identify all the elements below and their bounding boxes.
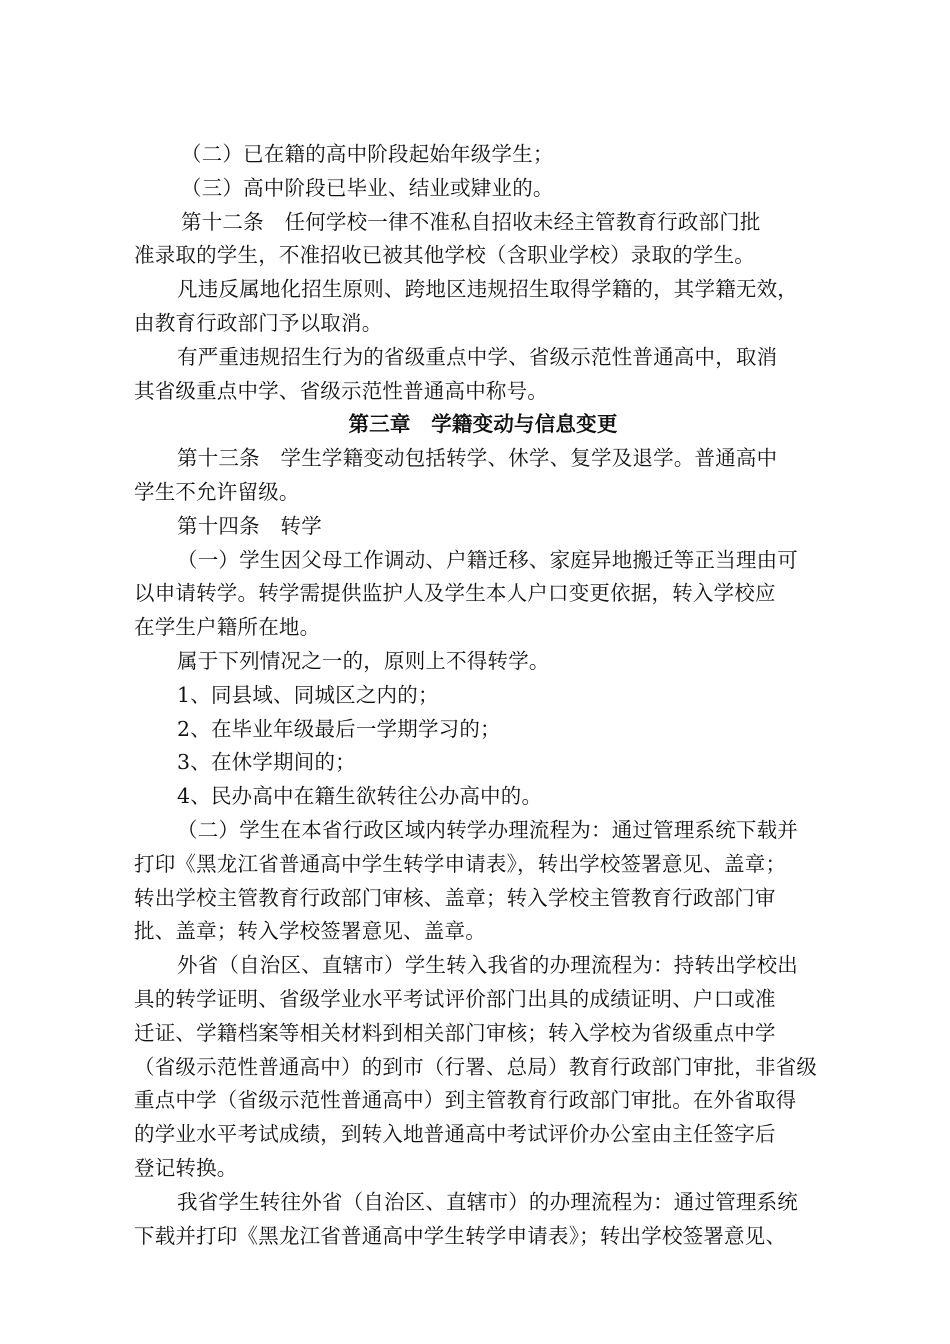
text-line: （一）学生因父母工作调动、户籍迁移、家庭异地搬迁等正当理由可 <box>177 547 798 572</box>
text-line: 重点中学（省级示范性普通高中）到主管教育行政部门审批。在外省取得 <box>134 1088 797 1113</box>
list-item: 3、在休学期间的； <box>177 750 356 775</box>
text-line: 打印《黑龙江省普通高中学生转学申请表》，转出学校签署意见、盖章； <box>134 851 787 876</box>
text-line: 凡违反属地化招生原则、跨地区违规招生取得学籍的，其学籍无效， <box>177 277 798 302</box>
text-line: （二）学生在本省行政区域内转学办理流程为：通过管理系统下载并 <box>177 817 798 842</box>
list-item: 2、在毕业年级最后一学期学习的； <box>177 716 501 741</box>
text-line: （三）高中阶段已毕业、结业或肄业的。 <box>181 175 554 200</box>
text-line: 的学业水平考试成绩，到转入地普通高中考试评价办公室由主任签字后 <box>134 1122 776 1147</box>
text-line: 准录取的学生，不准招收已被其他学校（含职业学校）录取的学生。 <box>134 243 755 268</box>
text-line: 属于下列情况之一的，原则上不得转学。 <box>177 648 550 673</box>
text-line: 其省级重点中学、省级示范性普通高中称号。 <box>134 378 548 403</box>
text-line: 有严重违规招生行为的省级重点中学、省级示范性普通高中，取消 <box>177 344 778 369</box>
list-item: 4、民办高中在籍生欲转往公办高中的。 <box>177 784 543 809</box>
text-line: 第十三条 学生学籍变动包括转学、休学、复学及退学。普通高中 <box>177 446 778 471</box>
text-line: 下载并打印《黑龙江省普通高中学生转学申请表》；转出学校签署意见、 <box>134 1223 787 1248</box>
text-line: （省级示范性普通高中）的到市（行署、总局）教育行政部门审批，非省级 <box>134 1054 818 1079</box>
text-line: 登记转换。 <box>134 1155 238 1180</box>
text-line: 在学生户籍所在地。 <box>134 615 321 640</box>
text-line: 学生不允许留级。 <box>134 479 300 504</box>
chapter-heading: 第三章 学籍变动与信息变更 <box>348 412 618 437</box>
text-line: 我省学生转往外省（自治区、直辖市）的办理流程为：通过管理系统 <box>177 1189 798 1214</box>
list-item: 1、同县域、同城区之内的； <box>177 682 439 707</box>
text-line: 转出学校主管教育行政部门审核、盖章；转入学校主管教育行政部门审 <box>134 885 776 910</box>
text-line: 以申请转学。转学需提供监护人及学生本人户口变更依据，转入学校应 <box>134 581 776 606</box>
text-line: （二）已在籍的高中阶段起始年级学生； <box>181 142 554 166</box>
text-line: 迁证、学籍档案等相关材料到相关部门审核；转入学校为省级重点中学 <box>134 1020 776 1045</box>
text-line: 批、盖章；转入学校签署意见、盖章。 <box>134 919 486 944</box>
text-line: 第十四条 转学 <box>177 513 322 538</box>
text-line: 具的转学证明、省级学业水平考试评价部门出具的成绩证明、户口或准 <box>134 986 776 1011</box>
text-line: 第十二条 任何学校一律不准私自招收未经主管教育行政部门批 <box>181 209 761 234</box>
text-line: 由教育行政部门予以取消。 <box>134 310 383 335</box>
text-line: 外省（自治区、直辖市）学生转入我省的办理流程为：持转出学校出 <box>177 953 798 978</box>
document-body <box>134 138 824 1253</box>
